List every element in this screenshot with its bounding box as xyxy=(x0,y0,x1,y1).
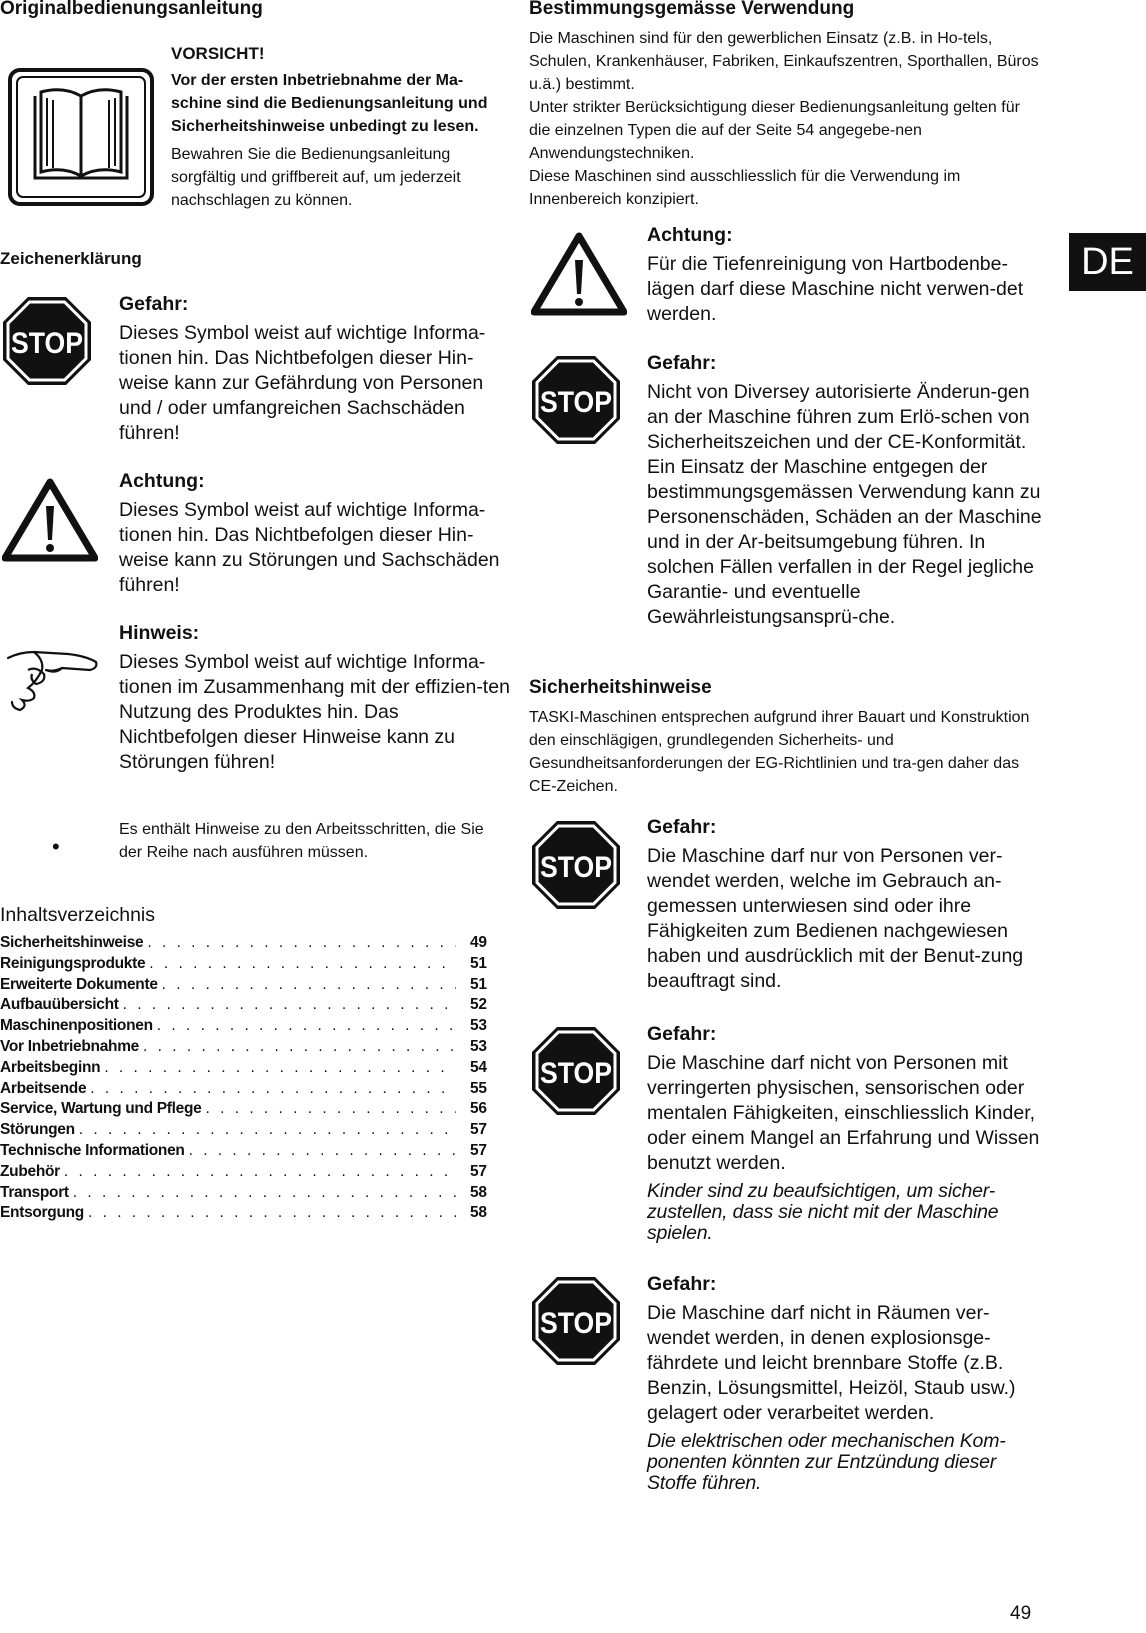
table-of-contents xyxy=(0,934,500,1225)
toc-entry-page: 51 xyxy=(470,954,487,972)
warning-triangle-icon xyxy=(2,478,98,562)
toc-entry[interactable] xyxy=(0,1204,500,1225)
toc-entry[interactable] xyxy=(0,1184,500,1205)
danger-label: Gefahr: xyxy=(647,1273,717,1295)
danger-label: Gefahr: xyxy=(647,816,717,838)
danger-label: Gefahr: xyxy=(647,1023,717,1045)
toc-entry[interactable] xyxy=(0,1017,500,1038)
toc-entry-label: Service, Wartung und Pflege xyxy=(0,1100,202,1118)
pointing-hand-icon xyxy=(6,648,100,712)
safety-title: Sicherheitshinweise xyxy=(529,677,712,698)
notice-text-warning: Für die Tiefenreinigung von Hartbodenbe-lägen darf diese Maschine nicht verwen-det werden. xyxy=(647,253,1024,325)
toc-entry-label: Arbeitsbeginn xyxy=(0,1058,101,1076)
manual-book-icon xyxy=(8,68,154,206)
page-title: Originalbedienungsanleitung xyxy=(0,0,263,19)
toc-entry[interactable] xyxy=(0,1059,500,1080)
toc-entry[interactable] xyxy=(0,1100,500,1121)
danger-italic-note: Kinder sind zu beaufsichtigen, um sicher-zustellen, dass sie nicht mit der Maschine spielen. xyxy=(647,1180,999,1244)
toc-entry-label: Technische Informationen xyxy=(0,1141,185,1159)
stop-sign-icon xyxy=(531,820,621,910)
stop-sign-icon xyxy=(531,1276,621,1366)
toc-entry[interactable] xyxy=(0,1038,500,1059)
toc-entry-label: Vor Inbetriebnahme xyxy=(0,1037,140,1055)
toc-entry[interactable] xyxy=(0,1142,500,1163)
stop-sign-icon xyxy=(2,296,92,386)
toc-entry-page: 58 xyxy=(470,1183,487,1201)
stop-sign-icon xyxy=(531,1026,621,1116)
caution-text: Bewahren Sie die Bedienungsanleitung sorgfältig und griffbereit auf, um jederzeit nachschlagen zu können. xyxy=(171,146,461,209)
toc-entry[interactable] xyxy=(0,976,500,997)
stop-sign-icon xyxy=(531,355,621,445)
toc-entry-label: Reinigungsprodukte xyxy=(0,954,146,972)
stop-sign-text: STOP xyxy=(540,1307,612,1340)
toc-entry-label: Zubehör xyxy=(0,1162,60,1180)
toc-entry-page: 57 xyxy=(470,1141,487,1159)
toc-entry[interactable] xyxy=(0,1080,500,1101)
toc-entry-label: Störungen xyxy=(0,1121,75,1139)
toc-entry-page: 55 xyxy=(470,1079,487,1097)
toc-entry-page: 49 xyxy=(470,934,487,951)
danger-italic-note: Die elektrischen oder mechanischen Kom-ponenten könnten zur Entzündung dieser Stoffe führen. xyxy=(647,1430,1006,1494)
notice-label-warning: Achtung: xyxy=(647,224,733,246)
toc-entry-label: Maschinenpositionen xyxy=(0,1017,153,1035)
toc-entry[interactable] xyxy=(0,934,500,955)
toc-entry-label: Arbeitsende xyxy=(0,1079,87,1097)
language-tab: DE xyxy=(1069,233,1146,291)
bullet-symbol: • xyxy=(52,834,60,859)
toc-entry[interactable] xyxy=(0,996,500,1017)
toc-entry[interactable] xyxy=(0,955,500,976)
stop-sign-text: STOP xyxy=(11,327,83,360)
notice-text-danger: Nicht von Diversey autorisierte Änderun-gen an der Maschine führen zum Erlö-schen von Sicherheitszeichen und der CE-Konformität. Ein Einsatz der Maschine entgegen der bestimmungsgemässen Verwendung kann zu Personenschäden, Schäden an der Maschine und in der Ar-beitsumgebung führen. In solchen Fällen verfallen in der Regel jegliche Garantie- und eventuelle Gewährleistungsansprü-che. xyxy=(647,381,1042,628)
toc-entry-page: 56 xyxy=(470,1100,487,1118)
toc-entry[interactable] xyxy=(0,1121,500,1142)
danger-text: Die Maschine darf nicht von Personen mit verringerten physischen, sensorischen oder mentalen Fähigkeiten, einschliesslich Kinder, oder einem Mangel an Erfahrung und Wissen benutzt werden. xyxy=(647,1052,1040,1174)
toc-entry-page: 54 xyxy=(470,1058,487,1076)
notice-label-danger: Gefahr: xyxy=(647,352,717,374)
stop-sign-text: STOP xyxy=(540,386,612,419)
toc-entry-label: Erweiterte Dokumente xyxy=(0,975,158,993)
toc-entry-page: 57 xyxy=(470,1162,487,1180)
toc-entry-page: 53 xyxy=(470,1037,487,1055)
toc-entry-page: 53 xyxy=(470,1017,487,1035)
usage-title: Bestimmungsgemässe Verwendung xyxy=(529,0,855,19)
danger-text: Die Maschine darf nur von Personen ver-wendet werden, welche im Gebrauch an-gemessen unterwiesen sind oder ihre Fähigkeiten zum Bedienen nachgewiesen haben und ausdrücklich mit der Benut-zung beauftragt sind. xyxy=(647,845,1024,992)
legend-label-hint: Hinweis: xyxy=(119,622,200,644)
toc-entry-page: 51 xyxy=(470,975,487,993)
legend-text-warning: Dieses Symbol weist auf wichtige Informa-tionen hin. Das Nichtbefolgen dieser Hin-weise kann zu Störungen und Sachschäden führen! xyxy=(119,499,500,596)
danger-text: Die Maschine darf nicht in Räumen ver-wendet werden, in denen explosionsge-fährdete und leicht brennbare Stoffe (z.B. Benzin, Lösungsmittel, Heizöl, Staub usw.) gelagert oder verarbeitet werden. xyxy=(647,1302,1016,1424)
toc-entry-label: Aufbauübersicht xyxy=(0,996,119,1014)
caution-bold-text: Vor der ersten Inbetriebnahme der Ma-schine sind die Bedienungsanleitung und Sicherheitshinweise unbedingt zu lesen. xyxy=(171,72,488,135)
safety-intro: TASKI-Maschinen entsprechen aufgrund ihrer Bauart und Konstruktion den einschlägigen, grundlegenden Sicherheits- und Gesundheitsanforderungen der EG-Richtlinien und tra-gen daher das CE-Zeichen. xyxy=(529,709,1030,795)
toc-entry[interactable] xyxy=(0,1163,500,1184)
legend-text-hint: Dieses Symbol weist auf wichtige Informa-tionen im Zusammenhang mit der effizien-ten Nutzung des Produktes hin. Das Nichtbefolgen dieser Hinweise kann zu Störungen führen! xyxy=(119,651,510,773)
toc-entry-page: 57 xyxy=(470,1121,487,1139)
legend-label-danger: Gefahr: xyxy=(119,293,189,315)
toc-entry-label: Sicherheitshinweise xyxy=(0,934,144,951)
toc-title: Inhaltsverzeichnis xyxy=(0,904,155,926)
legend-text-danger: Dieses Symbol weist auf wichtige Informa-tionen hin. Das Nichtbefolgen dieser Hin-weise kann zur Gefährdung von Personen und / oder umfangreichen Sachschäden führen! xyxy=(119,322,486,444)
caution-heading: VORSICHT! xyxy=(171,44,265,63)
page-number: 49 xyxy=(1010,1603,1032,1624)
toc-entry-label: Entsorgung xyxy=(0,1204,84,1222)
stop-sign-text: STOP xyxy=(540,851,612,884)
bullet-text: Es enthält Hinweise zu den Arbeitsschritten, die Sie der Reihe nach ausführen müssen. xyxy=(119,821,484,861)
usage-intro: Die Maschinen sind für den gewerblichen Einsatz (z.B. in Ho-tels, Schulen, Krankenhäuser, Fabriken, Einkaufszentren, Sporthallen, Büros u.ä.) bestimmt. Unter strikter Berücksichtigung dieser Bedienungsanleitung gelten für die einzelnen Typen die auf der Seite 54 angegebe-nen Anwendungstechniken. Diese Maschinen sind ausschliesslich für die Verwendung im Innenbereich konzipiert. xyxy=(529,30,1039,208)
warning-triangle-icon xyxy=(531,232,627,316)
toc-entry-page: 52 xyxy=(470,996,487,1014)
legend-title: Zeichenerklärung xyxy=(0,249,142,268)
toc-entry-page: 58 xyxy=(470,1204,487,1222)
legend-label-warning: Achtung: xyxy=(119,470,205,492)
stop-sign-text: STOP xyxy=(540,1057,612,1090)
toc-entry-label: Transport xyxy=(0,1183,69,1201)
